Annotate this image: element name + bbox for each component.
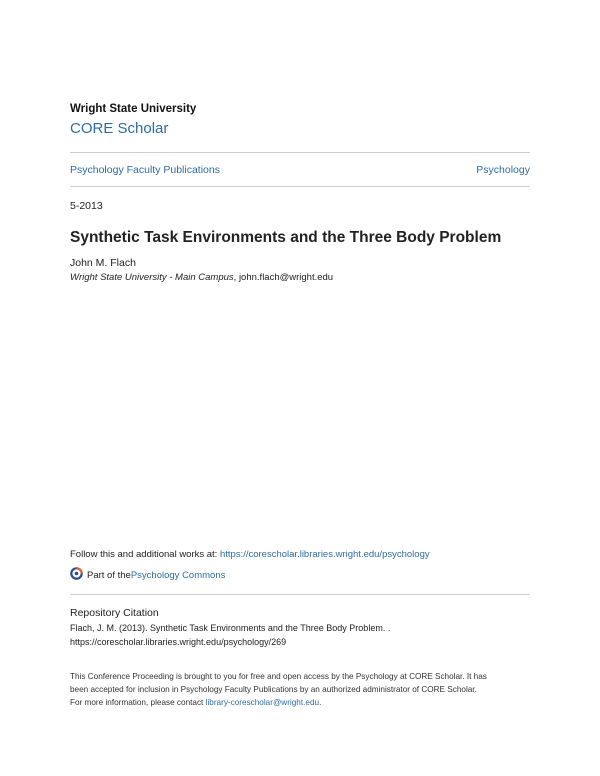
citation-heading: Repository Citation [70,607,159,619]
contact-email-link[interactable]: library-corescholar@wright.edu [205,698,320,707]
author-affiliation [70,272,333,283]
notice-contact-prefix: For more information, please contact [70,698,206,707]
notice-contact-line [70,696,540,709]
notice-contact-suffix: . [319,698,322,707]
commons-network-icon [70,567,87,583]
repository-link[interactable]: CORE Scholar [70,120,169,137]
citation-url: https://corescholar.libraries.wright.edu/psychology/269 [70,637,287,647]
psychology-commons-link[interactable]: Psychology Commons [130,569,226,581]
paper-title: Synthetic Task Environments and the Three Body Problem [70,229,502,246]
department-link[interactable]: Psychology [476,164,530,176]
follow-prefix: Follow this and additional works at: [70,549,220,560]
citation-text: Flach, J. M. (2013). Synthetic Task Environments and the Three Body Problem. . [70,623,391,633]
part-of-line [70,567,225,583]
collection-link[interactable]: Psychology Faculty Publications [70,164,220,176]
publication-date: 5-2013 [70,200,103,212]
divider [70,594,530,595]
divider [70,152,530,153]
notice-line: This Conference Proceeding is brought to you for free and open access by the Psychology at CORE Scholar. It has [70,672,487,681]
follow-url-link[interactable]: https://corescholar.libraries.wright.edu/psychology [219,549,430,560]
author-name: John M. Flach [70,257,136,269]
institution-name: Wright State University [70,103,197,115]
partof-prefix: Part of the [87,569,131,581]
access-notice [70,670,540,709]
affiliation-name: Wright State University - Main Campus [70,272,234,283]
divider [70,186,530,187]
author-email: , john.flach@wright.edu [233,272,334,283]
follow-line [70,549,430,560]
notice-line: been accepted for inclusion in Psychology Faculty Publications by an authorized administrator of CORE Scholar. [70,685,477,694]
